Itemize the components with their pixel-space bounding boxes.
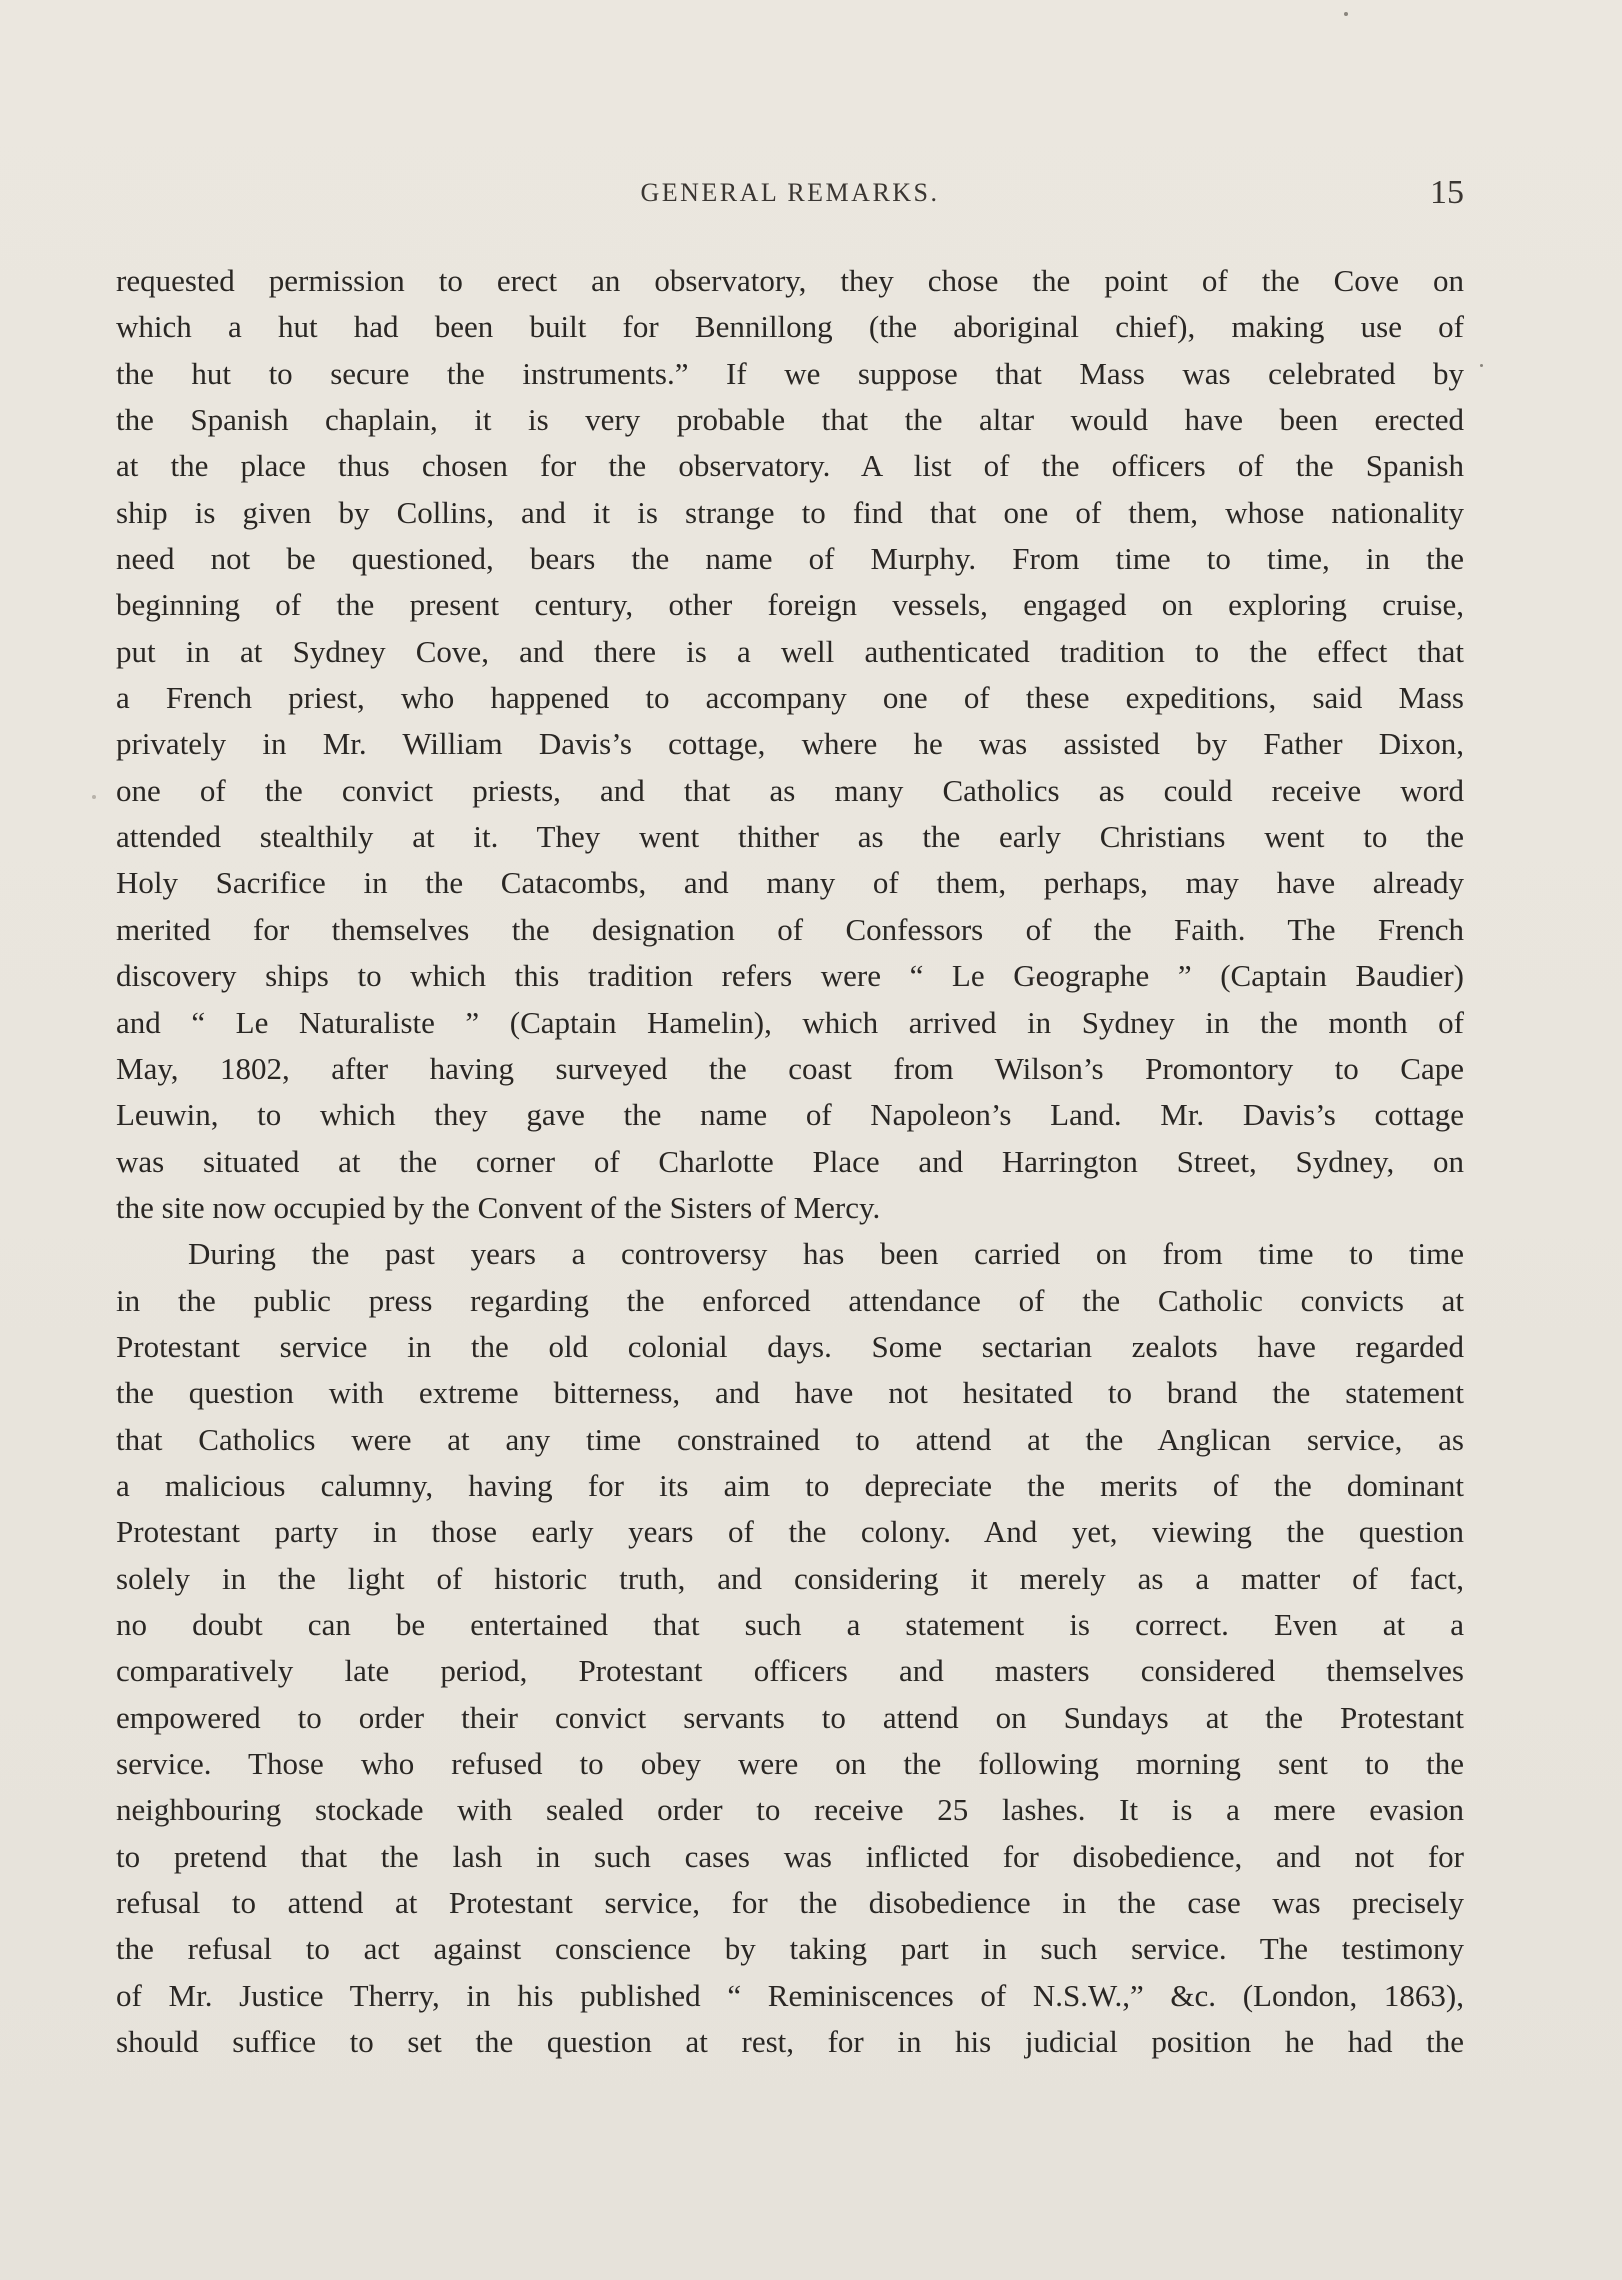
text-line: was situated at the corner of Charlotte Place and Harrington Street, Sydney, on: [116, 1143, 1464, 1179]
text-line: the refusal to act against conscience by taking part in such service. The testimony: [116, 1931, 1464, 1967]
text-line: and “ Le Naturaliste ” (Captain Hamelin), which arrived in Sydney in the month of: [116, 1004, 1464, 1040]
text-line: which a hut had been built for Bennillong (the aboriginal chief), making use of: [116, 309, 1464, 345]
text-line: that Catholics were at any time constrained to attend at the Anglican service, as: [116, 1421, 1464, 1457]
text-line: the question with extreme bitterness, and have not hesitated to brand the statement: [116, 1375, 1464, 1411]
text-line: requested permission to erect an observatory, they chose the point of the Cove on: [116, 263, 1464, 298]
text-line: put in at Sydney Cove, and there is a well authenticated tradition to the effect that: [116, 633, 1464, 669]
text-line: to pretend that the lash in such cases was inflicted for disobedience, and not for: [116, 1838, 1464, 1874]
text-line: discovery ships to which this tradition refers were “ Le Geographe ” (Captain Baudier): [116, 958, 1464, 994]
text-line: beginning of the present century, other foreign vessels, engaged on exploring cruise,: [116, 587, 1464, 623]
text-line: attended stealthily at it. They went thither as the early Christians went to the: [116, 819, 1464, 855]
text-line: no doubt can be entertained that such a statement is correct. Even at a: [116, 1606, 1464, 1642]
text-line: ship is given by Collins, and it is strange to find that one of them, whose nationality: [116, 494, 1464, 530]
paragraph-end-line: the site now occupied by the Convent of the Sisters of Mercy.: [116, 1189, 881, 1225]
text-line: empowered to order their convict servants to attend on Sundays at the Protestant: [116, 1699, 1464, 1735]
text-line: the hut to secure the instruments.” If we suppose that Mass was celebrated by: [116, 355, 1464, 391]
text-line: a malicious calumny, having for its aim to depreciate the merits of the dominant: [116, 1467, 1464, 1503]
text-line: of Mr. Justice Therry, in his published “ Reminiscences of N.S.W.,” &c. (London, 1863),: [116, 1977, 1464, 2013]
text-line: in the public press regarding the enforced attendance of the Catholic convicts at: [116, 1282, 1464, 1318]
text-line: merited for themselves the designation of Confessors of the Faith. The French: [116, 911, 1464, 947]
text-line: Holy Sacrifice in the Catacombs, and many of them, perhaps, may have already: [116, 865, 1464, 901]
text-line: Protestant service in the old colonial days. Some sectarian zealots have regarded: [116, 1328, 1464, 1364]
paper-speck: [1344, 12, 1348, 16]
paragraph-start-line: During the past years a controversy has been carried on from time to time: [188, 1236, 1464, 1272]
page-number: 15: [1430, 174, 1464, 211]
running-title: GENERAL REMARKS.: [640, 178, 940, 207]
text-line: Leuwin, to which they gave the name of Napoleon’s Land. Mr. Davis’s cottage: [116, 1097, 1464, 1133]
text-line: one of the convict priests, and that as many Catholics as could receive word: [116, 772, 1464, 808]
text-line: should suffice to set the question at rest, for in his judicial position he had the: [116, 2024, 1464, 2060]
paper-speck: [1480, 364, 1483, 367]
running-head: [116, 174, 1464, 218]
paper-speck: [92, 795, 96, 799]
text-line: May, 1802, after having surveyed the coast from Wilson’s Promontory to Cape: [116, 1050, 1464, 1086]
text-line: neighbouring stockade with sealed order to receive 25 lashes. It is a mere evasion: [116, 1792, 1464, 1828]
text-line: a French priest, who happened to accompany one of these expeditions, said Mass: [116, 680, 1464, 716]
text-line: need not be questioned, bears the name of Murphy. From time to time, in the: [116, 541, 1464, 577]
body-text: [116, 258, 1464, 2065]
text-line: service. Those who refused to obey were on the following morning sent to the: [116, 1746, 1464, 1781]
text-line: at the place thus chosen for the observatory. A list of the officers of the Spanish: [116, 448, 1464, 484]
text-line: comparatively late period, Protestant officers and masters considered themselves: [116, 1653, 1464, 1689]
text-line: refusal to attend at Protestant service, for the disobedience in the case was precisely: [116, 1885, 1464, 1921]
text-line: privately in Mr. William Davis’s cottage, where he was assisted by Father Dixon,: [116, 726, 1464, 762]
text-line: solely in the light of historic truth, and considering it merely as a matter of fact,: [116, 1560, 1464, 1596]
text-line: Protestant party in those early years of the colony. And yet, viewing the question: [116, 1514, 1464, 1550]
text-line: the Spanish chaplain, it is very probable that the altar would have been erected: [116, 402, 1464, 438]
